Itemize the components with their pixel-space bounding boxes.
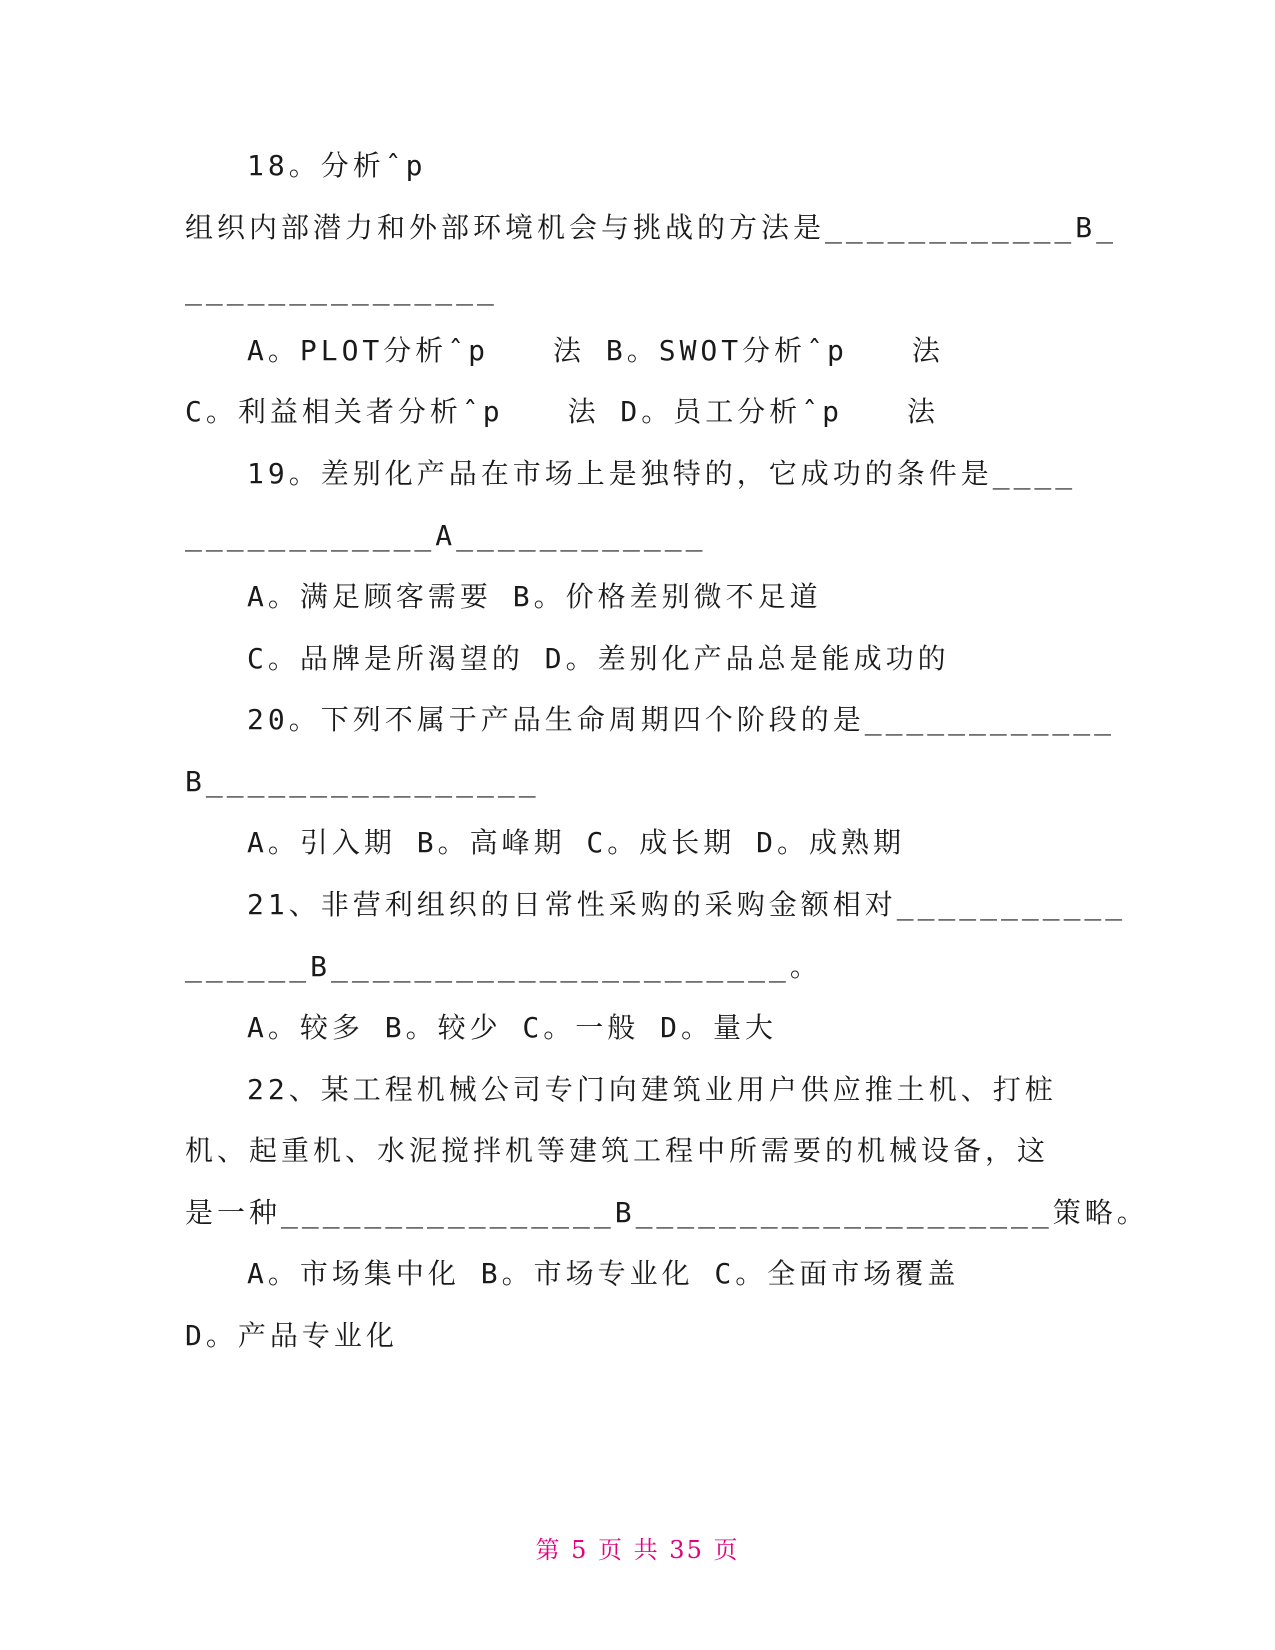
question-19-stem: 19。差别化产品在市场上是独特的，它成功的条件是____: [247, 457, 1077, 490]
question-19-options-cd: C。品牌是所渴望的 D。差别化产品总是能成功的: [247, 642, 950, 675]
question-18-options-ab: A。PLOT分析ˆp 法 B。SWOT分析ˆp 法: [247, 334, 944, 367]
question-22-options-d: D。产品专业化: [185, 1319, 398, 1352]
question-18-blank: _______________: [185, 273, 498, 306]
question-22-options-abc: A。市场集中化 B。市场专业化 C。全面市场覆盖: [247, 1257, 960, 1290]
question-21-options: A。较多 B。较少 C。一般 D。量大: [247, 1011, 778, 1044]
question-22-stem: 22、某工程机械公司专门向建筑业用户供应推土机、打桩: [247, 1073, 1057, 1106]
question-20-stem: 20。下列不属于产品生命周期四个阶段的是____________: [247, 703, 1116, 736]
question-18-options-cd: C。利益相关者分析ˆp 法 D。员工分析ˆp 法: [185, 395, 940, 428]
question-20-options: A。引入期 B。高峰期 C。成长期 D。成熟期: [247, 826, 906, 859]
question-21-answer: ______B______________________。: [185, 950, 822, 983]
page-footer: 第 5 页 共 35 页: [535, 1536, 740, 1564]
question-18-stem: 18。分析ˆp: [247, 149, 427, 182]
question-21-stem: 21、非营利组织的日常性采购的采购金额相对___________: [247, 888, 1127, 921]
question-19-options-ab: A。满足顾客需要 B。价格差别微不足道: [247, 580, 822, 613]
question-22-stem-cont: 机、起重机、水泥搅拌机等建筑工程中所需要的机械设备，这: [185, 1134, 1050, 1167]
question-20-answer: B________________: [185, 765, 540, 798]
question-22-answer: 是一种________________B____________________策略。: [185, 1196, 1149, 1229]
question-19-answer: ____________A____________: [185, 519, 707, 552]
question-18-stem-cont: 组织内部潜力和外部环境机会与挑战的方法是____________B_: [185, 211, 1118, 244]
